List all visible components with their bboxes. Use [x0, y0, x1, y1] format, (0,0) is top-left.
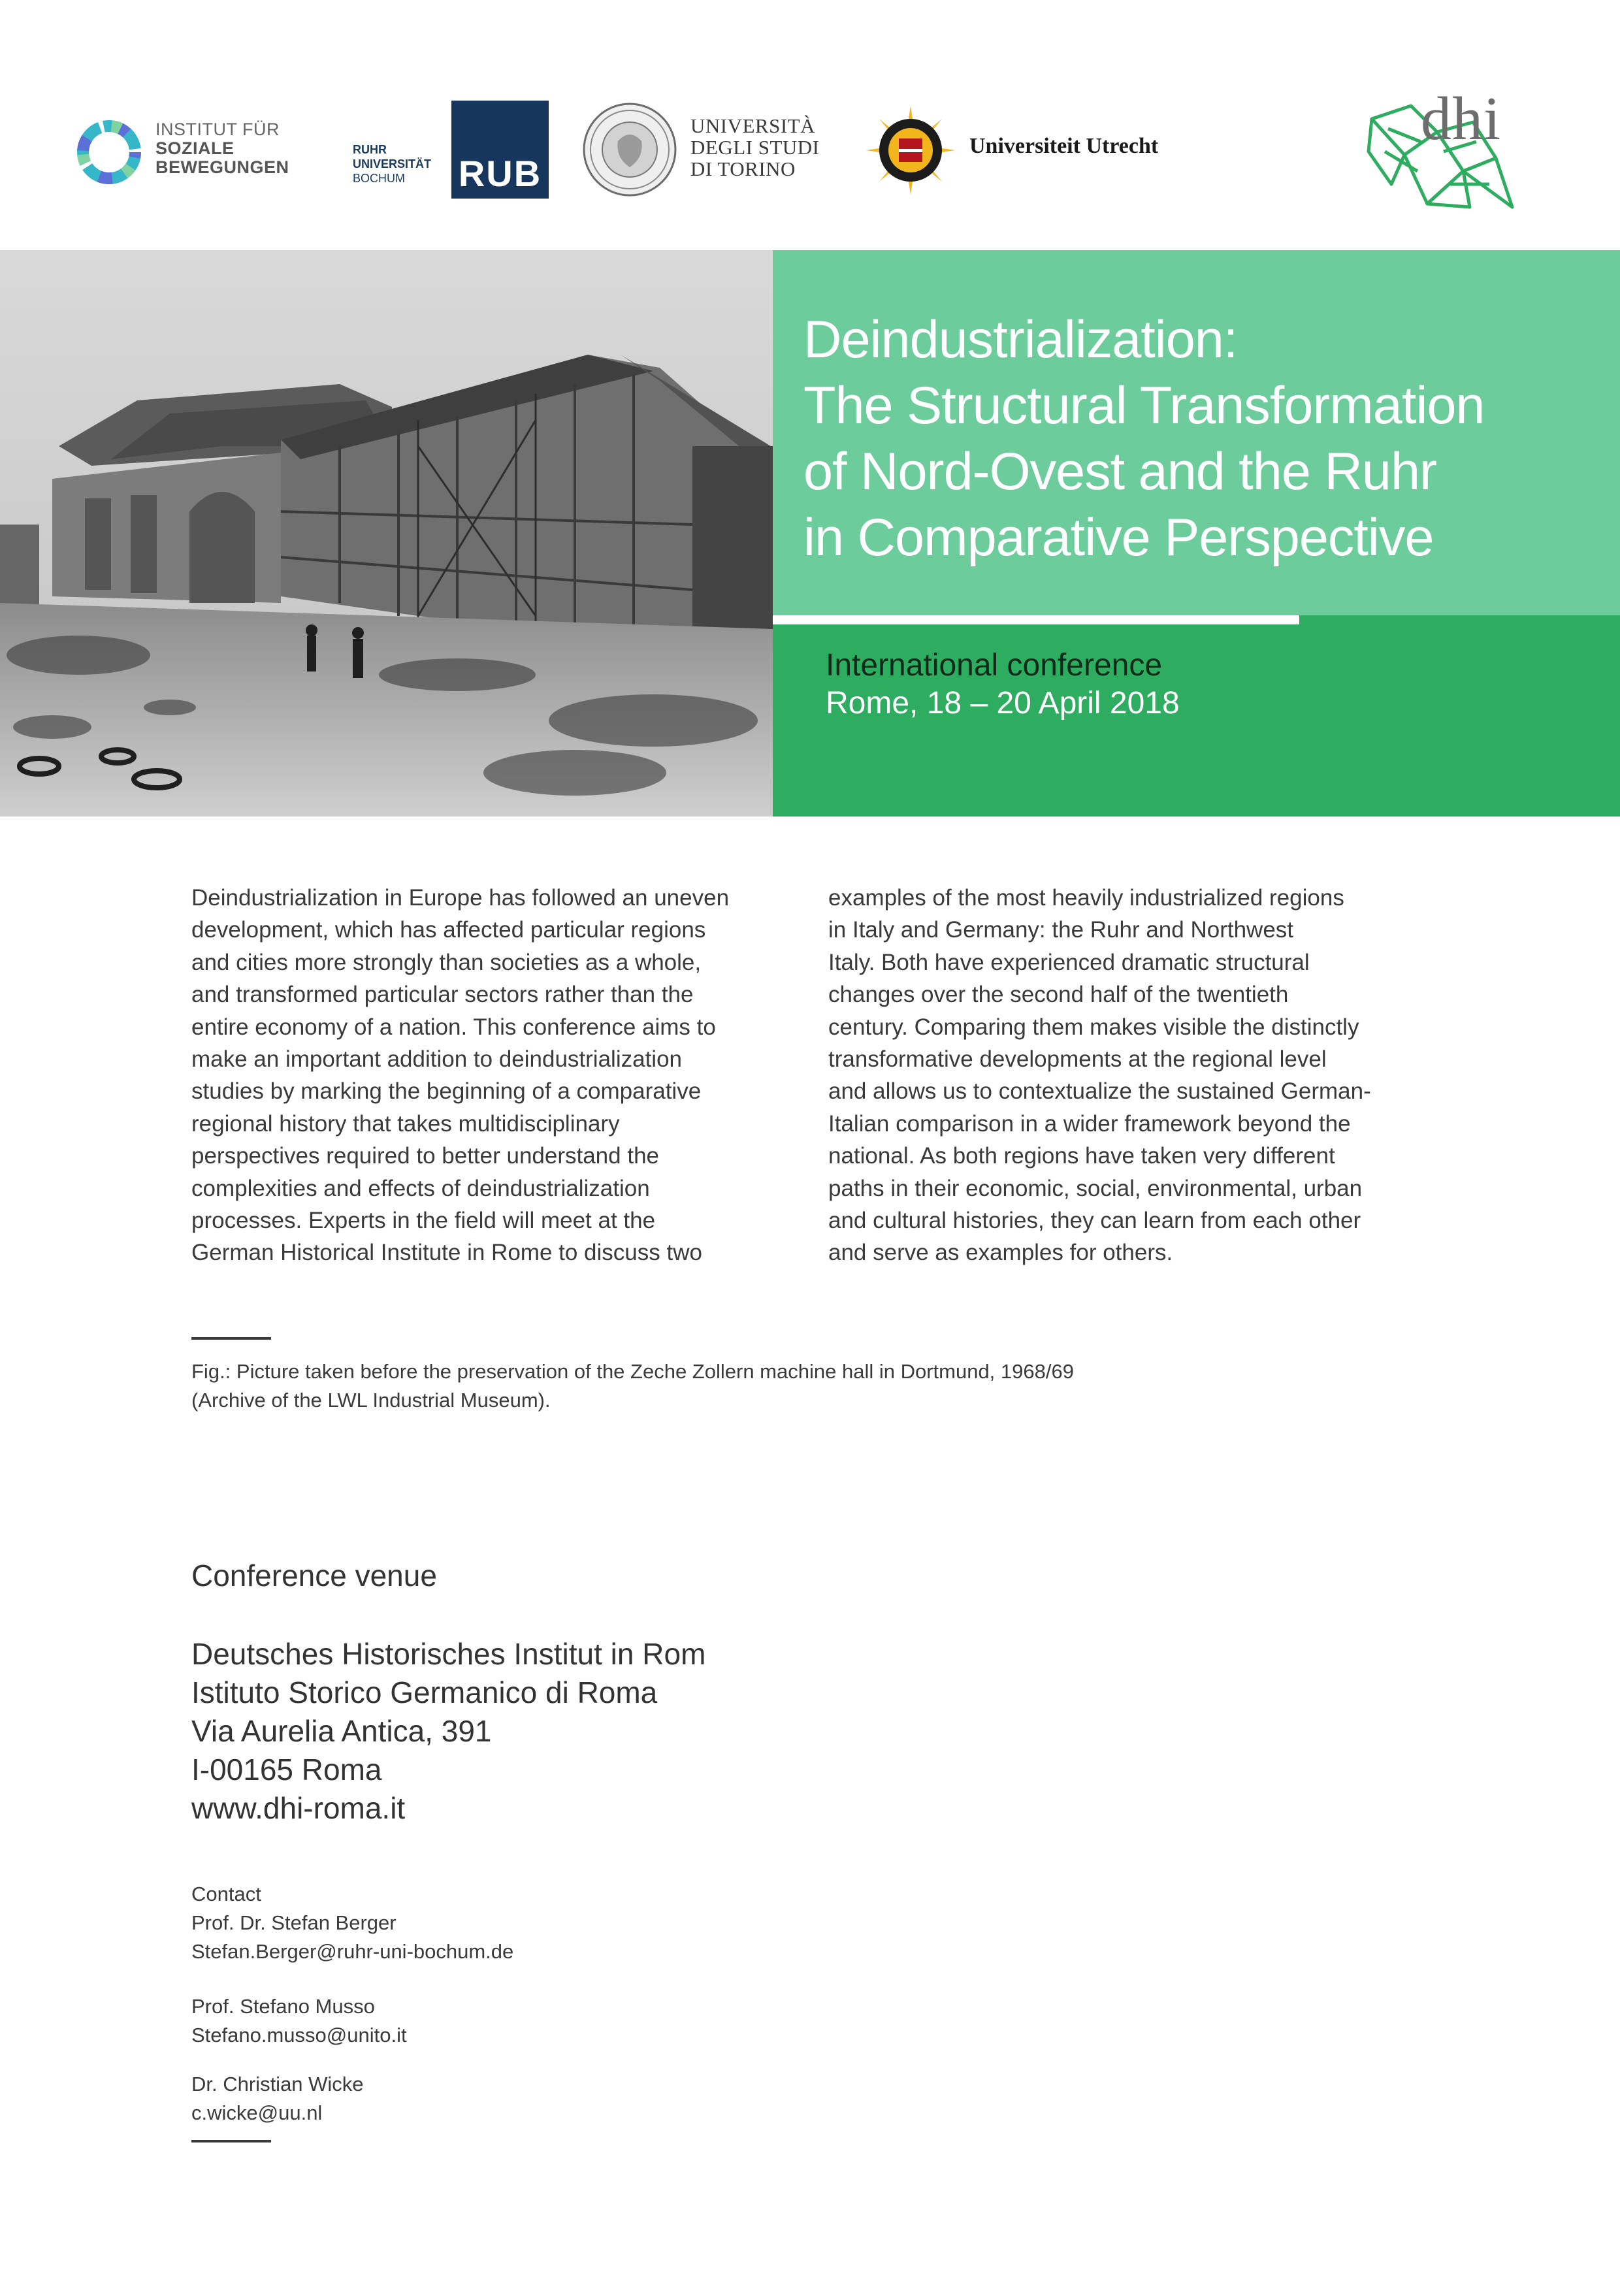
isb-line-2: SOZIALE: [155, 138, 235, 158]
body-column-right: [828, 882, 1416, 1269]
body-line: and cultural histories, they can learn from each other: [828, 1208, 1361, 1234]
title-line-2: The Structural Transformation: [803, 376, 1485, 435]
isb-line-1: INSTITUT FÜR: [155, 120, 280, 139]
body-line: and transformed particular sectors rather than the: [191, 982, 694, 1008]
body-line: perspectives required to better understand the: [191, 1143, 659, 1169]
logo-bar: [0, 85, 1620, 209]
body-line: national. As both regions have taken very different: [828, 1143, 1335, 1169]
uu-logo-text: Universiteit Utrecht: [969, 134, 1159, 158]
body-line: studies by marking the beginning of a comparative: [191, 1078, 702, 1105]
caption-rule: [191, 1337, 271, 1340]
body-line: German Historical Institute in Rome to discuss two: [191, 1240, 702, 1266]
venue-line-1: Deutsches Historisches Institut in Rom: [191, 1637, 706, 1671]
rub-mark: RUB: [451, 101, 549, 199]
hero-photo: [0, 250, 773, 817]
unito-line-2: DEGLI STUDI: [690, 136, 820, 159]
rub-logo-text: [353, 142, 431, 186]
figure-caption: [191, 1357, 1074, 1415]
rub-line-2: UNIVERSITÄT: [353, 157, 432, 170]
body-line: regional history that takes multidisciplinary: [191, 1110, 620, 1137]
body-line: make an important addition to deindustrialization: [191, 1046, 682, 1073]
body-line: and cities more strongly than societies as a whole,: [191, 949, 702, 975]
contact-email-link[interactable]: c.wicke@uu.nl: [191, 2101, 323, 2124]
contact-block-2: [191, 1992, 407, 2050]
rub-line-3: BOCHUM: [353, 172, 405, 185]
contact-block-1: [191, 1880, 513, 1966]
unito-line-1: UNIVERSITÀ: [690, 114, 815, 137]
isb-logo-text: [155, 120, 289, 177]
unito-logo-text: [690, 115, 820, 180]
venue-website-link[interactable]: www.dhi-roma.it: [191, 1791, 406, 1825]
venue-line-2: Istituto Storico Germanico di Roma: [191, 1675, 658, 1709]
venue-line-4: I-00165 Roma: [191, 1753, 382, 1787]
body-line: in Italy and Germany: the Ruhr and Northwest: [828, 917, 1294, 943]
rub-line-1: RUHR: [353, 143, 387, 156]
contact-block-3: [191, 2070, 364, 2127]
contact-heading: Contact: [191, 1883, 261, 1905]
contact-email-link[interactable]: Stefano.musso@unito.it: [191, 2024, 407, 2046]
isb-line-3: BEWEGUNGEN: [155, 157, 289, 177]
title-divider: [773, 615, 1299, 624]
venue-heading: Conference venue: [191, 1559, 437, 1593]
caption-line-2: (Archive of the LWL Industrial Museum).: [191, 1389, 551, 1412]
title-line-3: of Nord-Ovest and the Ruhr: [803, 442, 1436, 501]
unito-seal-icon: [582, 102, 677, 197]
body-line: changes over the second half of the twentieth: [828, 982, 1289, 1008]
body-line: entire economy of a nation. This conference aims to: [191, 1014, 716, 1040]
venue-line-3: Via Aurelia Antica, 391: [191, 1714, 492, 1748]
body-line: development, which has affected particular regions: [191, 917, 706, 943]
contact-name: Prof. Stefano Musso: [191, 1995, 375, 2018]
title-line-1: Deindustrialization:: [803, 310, 1238, 369]
conference-label: International conference: [826, 648, 1163, 683]
body-line: and allows us to contextualize the sustained German-: [828, 1078, 1371, 1105]
body-line: transformative developments at the regional level: [828, 1046, 1327, 1073]
body-line: processes. Experts in the field will meet at the: [191, 1208, 656, 1234]
body-line: century. Comparing them makes visible the distinctly: [828, 1014, 1359, 1040]
dhi-logo-text: dhi: [1421, 85, 1502, 153]
body-line: Deindustrialization in Europe has followed an uneven: [191, 885, 730, 911]
caption-line-1: Fig.: Picture taken before the preservation of the Zeche Zollern machine hall in Dortmund, 1968/69: [191, 1360, 1074, 1383]
uu-sun-icon: [866, 106, 955, 195]
title-line-4: in Comparative Perspective: [803, 508, 1434, 567]
contact-name: Prof. Dr. Stefan Berger: [191, 1911, 397, 1934]
contact-email-link[interactable]: Stefan.Berger@ruhr-uni-bochum.de: [191, 1940, 514, 1963]
body-line: Italian comparison in a wider framework beyond the: [828, 1110, 1351, 1137]
contact-end-rule: [191, 2140, 271, 2142]
conference-dates: Rome, 18 – 20 April 2018: [826, 686, 1180, 720]
machine-hall-illustration: [0, 250, 773, 817]
body-line: paths in their economic, social, environmental, urban: [828, 1175, 1363, 1201]
venue-address: [191, 1635, 705, 1828]
unito-line-3: DI TORINO: [690, 157, 796, 180]
body-line: complexities and effects of deindustrialization: [191, 1175, 650, 1201]
body-line: Italy. Both have experienced dramatic structural: [828, 949, 1310, 975]
isb-ring-icon: [73, 116, 145, 188]
body-line: examples of the most heavily industrialized regions: [828, 885, 1344, 911]
contact-name: Dr. Christian Wicke: [191, 2073, 364, 2095]
body-line: and serve as examples for others.: [828, 1240, 1173, 1266]
body-column-left: [191, 882, 779, 1269]
